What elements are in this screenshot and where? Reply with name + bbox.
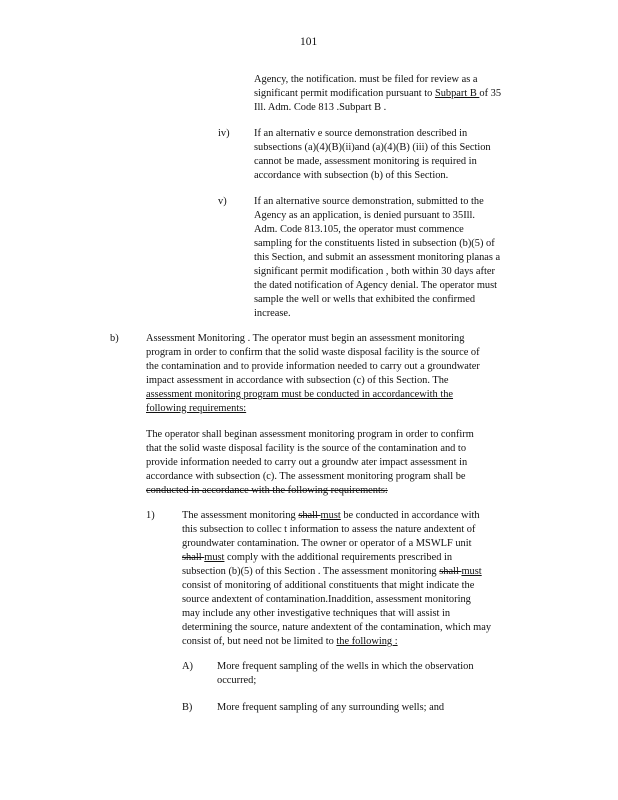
list-marker: B) xyxy=(182,702,193,713)
text-run: must xyxy=(204,552,225,563)
paragraph-line xyxy=(182,621,491,635)
paragraph-line xyxy=(182,551,452,565)
text-run: may include any other investigative techniques that will assist in xyxy=(182,608,451,619)
paragraph-line xyxy=(182,635,398,649)
text-run: source andextent of contamination.Inaddition, assessment monitoring xyxy=(182,594,471,605)
paragraph-line: accordance with subsection (c). The assessment monitoring program shall be xyxy=(146,471,466,482)
text-run: this subsection to collec t information to assess the nature andextent of xyxy=(182,524,476,535)
paragraph-line: following requirements: xyxy=(146,403,247,414)
paragraph-line: assessment monitoring program must be conducted in accordancewith the xyxy=(146,389,454,400)
list-marker: iv) xyxy=(218,128,230,139)
text-run: must xyxy=(461,566,482,577)
text-run: Ill. Adm. Code 813 .Subpart B . xyxy=(254,102,387,113)
paragraph-line: accordance with subsection (b) of this Section. xyxy=(254,170,449,181)
page-number: 101 xyxy=(300,36,318,48)
paragraph-line: The operator shall beginan assessment monitoring program in order to confirm xyxy=(146,429,474,440)
text-run: Agency, the notification. must be filed for review as a xyxy=(254,74,478,85)
paragraph-line: significant permit modification , both within 30 days after xyxy=(254,266,495,277)
list-marker: 1) xyxy=(146,510,155,521)
paragraph-line xyxy=(182,509,480,523)
paragraph-line: impact assessment in accordance with subsection (c) of this Section. The xyxy=(146,375,449,386)
paragraph-line xyxy=(254,87,501,101)
text-run: shall xyxy=(182,552,205,563)
paragraph-line: the contamination and to provide information needed to carry out a groundwater xyxy=(146,361,480,372)
text-run: of 35 xyxy=(479,88,502,99)
text-run: comply with the additional requirements prescribed in xyxy=(224,552,453,563)
paragraph-line: If an alternative source demonstration, submitted to the xyxy=(254,196,484,207)
paragraph-line xyxy=(182,523,475,537)
paragraph-line: cannot be made, assessment monitoring is required in xyxy=(254,156,477,167)
paragraph-line xyxy=(182,565,482,579)
paragraph-line: increase. xyxy=(254,308,291,319)
paragraph-line: Agency as an application, is denied pursuant to 35Ill. xyxy=(254,210,476,221)
paragraph-line xyxy=(254,73,478,87)
paragraph-line: subsections (a)(4)(B)(ii)and (a)(4)(B) (iii) of this Section xyxy=(254,142,491,153)
paragraph-line xyxy=(254,101,386,115)
text-run: must xyxy=(320,510,341,521)
paragraph-line: the dated notification of Agency denial. The operator must xyxy=(254,280,498,291)
paragraph-line: this Section, and submit an assessment monitoring planas a xyxy=(254,252,501,263)
paragraph-line: that the solid waste disposal facility is the source of the contamination and to xyxy=(146,443,467,454)
paragraph-line: program in order to confirm that the solid waste disposal facility is the source of xyxy=(146,347,480,358)
text-run: The assessment monitoring xyxy=(182,510,299,521)
paragraph-line: sampling for the constituents listed in subsection (b)(5) of xyxy=(254,238,495,249)
paragraph-line: More frequent sampling of any surrounding wells; and xyxy=(217,702,445,713)
paragraph-line: occurred; xyxy=(217,675,257,686)
paragraph-line: provide information needed to carry out a groundw ater impact assessment in xyxy=(146,457,468,468)
text-run: significant permit modification pursuant to xyxy=(254,88,435,99)
text-run: consist of, but need not be limited to xyxy=(182,636,337,647)
paragraph-line xyxy=(182,593,471,607)
paragraph-line: Assessment Monitoring . The operator must begin an assessment monitoring xyxy=(146,333,465,344)
section-marker: b) xyxy=(110,333,119,344)
list-marker: v) xyxy=(218,196,227,207)
paragraph-line: sample the well or wells that exhibited the confirmed xyxy=(254,294,476,305)
paragraph-line: conducted in accordance with the following requirements: xyxy=(146,485,388,496)
text-run: be conducted in accordance with xyxy=(340,510,480,521)
paragraph-line: More frequent sampling of the wells in which the observation xyxy=(217,661,474,672)
paragraph-line xyxy=(182,607,450,621)
text-run: shall xyxy=(298,510,321,521)
text-run: consist of monitoring of additional constituents that might indicate the xyxy=(182,580,475,591)
list-marker: A) xyxy=(182,661,193,672)
paragraph-line: If an alternativ e source demonstration described in xyxy=(254,128,468,139)
paragraph-line xyxy=(182,579,474,593)
text-run: Subpart B xyxy=(434,88,480,99)
paragraph-line xyxy=(182,537,472,551)
text-run: subsection (b)(5) of this Section . The assessment monitoring xyxy=(182,566,440,577)
text-run: the following : xyxy=(336,636,398,647)
text-run: shall xyxy=(439,566,462,577)
text-run: groundwater contamination. The owner or operator of a MSWLF unit xyxy=(182,538,472,549)
text-run: determining the source, nature andextent of the contamination, which may xyxy=(182,622,492,633)
paragraph-line: Adm. Code 813.105, the operator must commence xyxy=(254,224,464,235)
